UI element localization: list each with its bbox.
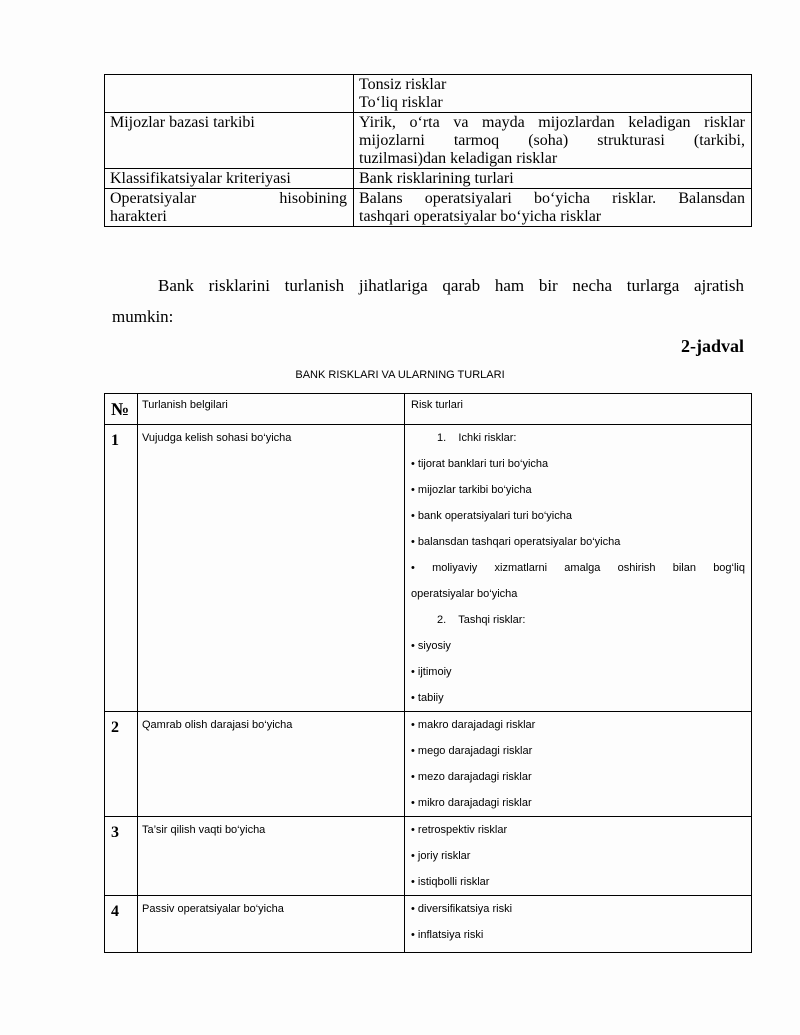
list-item: • makro darajadagi risklar xyxy=(411,719,536,731)
table-row xyxy=(105,712,752,817)
row-risks xyxy=(405,712,752,817)
type-line: tashqari operatsiyalar bo‘yicha risklar xyxy=(359,208,602,225)
row-risks xyxy=(405,817,752,896)
row-risks xyxy=(405,425,752,712)
row-number: 4 xyxy=(105,896,138,953)
list-item: • balansdan tashqari operatsiyalar bo‘yicha xyxy=(411,536,621,548)
list-item: • diversifikatsiya riski xyxy=(411,903,513,915)
list-item: 1. Ichki risklar: xyxy=(437,432,517,444)
criterion-cell xyxy=(105,75,354,113)
criterion-line: Operatsiyalar hisobining xyxy=(110,190,347,207)
criterion-cell xyxy=(105,189,354,227)
criterion-line: harakteri xyxy=(110,208,167,225)
list-item: • mego darajadagi risklar xyxy=(411,745,533,757)
type-line: To‘liq risklar xyxy=(359,94,443,111)
table-row xyxy=(105,896,752,953)
row-risks xyxy=(405,896,752,953)
paragraph-line: mumkin: xyxy=(112,307,174,326)
types-cell: Bank risklarining turlari xyxy=(354,169,752,189)
list-item: • bank operatsiyalari turi bo‘yicha xyxy=(411,510,572,522)
table-row xyxy=(105,817,752,896)
list-item: • siyosiy xyxy=(411,640,451,652)
criterion-cell: Klassifikatsiyalar kriteriyasi xyxy=(105,169,354,189)
risk-classification-table xyxy=(104,74,752,227)
types-cell xyxy=(354,113,752,169)
body-paragraph xyxy=(112,270,744,332)
row-number: 2 xyxy=(105,712,138,817)
table-number: 2-jadval xyxy=(681,336,744,356)
list-item: operatsiyalar bo‘yicha xyxy=(411,588,518,600)
row-number: 3 xyxy=(105,817,138,896)
table-header-row xyxy=(105,394,752,425)
list-item: • mikro darajadagi risklar xyxy=(411,797,532,809)
row-number: 1 xyxy=(105,425,138,712)
type-line: tuzilmasi)dan keladigan risklar xyxy=(359,150,558,167)
list-item: • tijorat banklari turi bo‘yicha xyxy=(411,458,549,470)
table-row xyxy=(105,425,752,712)
paragraph-line: Bank risklarini turlanish jihatlariga qarab ham bir necha turlarga ajratish xyxy=(158,276,744,295)
table-row xyxy=(105,113,752,169)
type-line: Yirik, o‘rta va mayda mijozlardan keladigan risklar xyxy=(359,114,745,131)
row-feature: Passiv operatsiyalar bo‘yicha xyxy=(138,896,405,953)
header-feature: Turlanish belgilari xyxy=(138,394,405,425)
types-cell xyxy=(354,189,752,227)
bank-risks-table xyxy=(104,393,752,953)
table-row xyxy=(105,75,752,113)
header-num: № xyxy=(105,394,138,425)
list-item: • moliyaviy xizmatlarni amalga oshirish bilan bog‘liq xyxy=(411,562,745,574)
type-line: Balans operatsiyalari bo‘yicha risklar. Balansdan xyxy=(359,190,745,207)
row-feature: Qamrab olish darajasi bo‘yicha xyxy=(138,712,405,817)
list-item: • istiqbolli risklar xyxy=(411,876,490,888)
row-feature: Ta’sir qilish vaqti bo‘yicha xyxy=(138,817,405,896)
list-item: • tabiiy xyxy=(411,692,444,704)
criterion-cell: Mijozlar bazasi tarkibi xyxy=(105,113,354,169)
type-line: mijozlarni tarmoq (soha) strukturasi (tarkibi, xyxy=(359,132,745,149)
table-row xyxy=(105,169,752,189)
list-item: • ijtimoiy xyxy=(411,666,452,678)
table-title: BANK RISKLARI VA ULARNING TURLARI xyxy=(295,369,505,381)
types-cell xyxy=(354,75,752,113)
table-row xyxy=(105,189,752,227)
list-item: • inflatsiya riski xyxy=(411,929,484,941)
row-feature: Vujudga kelish sohasi bo‘yicha xyxy=(138,425,405,712)
list-item: • mezo darajadagi risklar xyxy=(411,771,532,783)
type-line: Tonsiz risklar xyxy=(359,76,447,93)
list-item: • mijozlar tarkibi bo‘yicha xyxy=(411,484,532,496)
list-item: 2. Tashqi risklar: xyxy=(437,614,526,626)
list-item: • joriy risklar xyxy=(411,850,471,862)
list-item: • retrospektiv risklar xyxy=(411,824,508,836)
header-risks: Risk turlari xyxy=(405,394,752,425)
